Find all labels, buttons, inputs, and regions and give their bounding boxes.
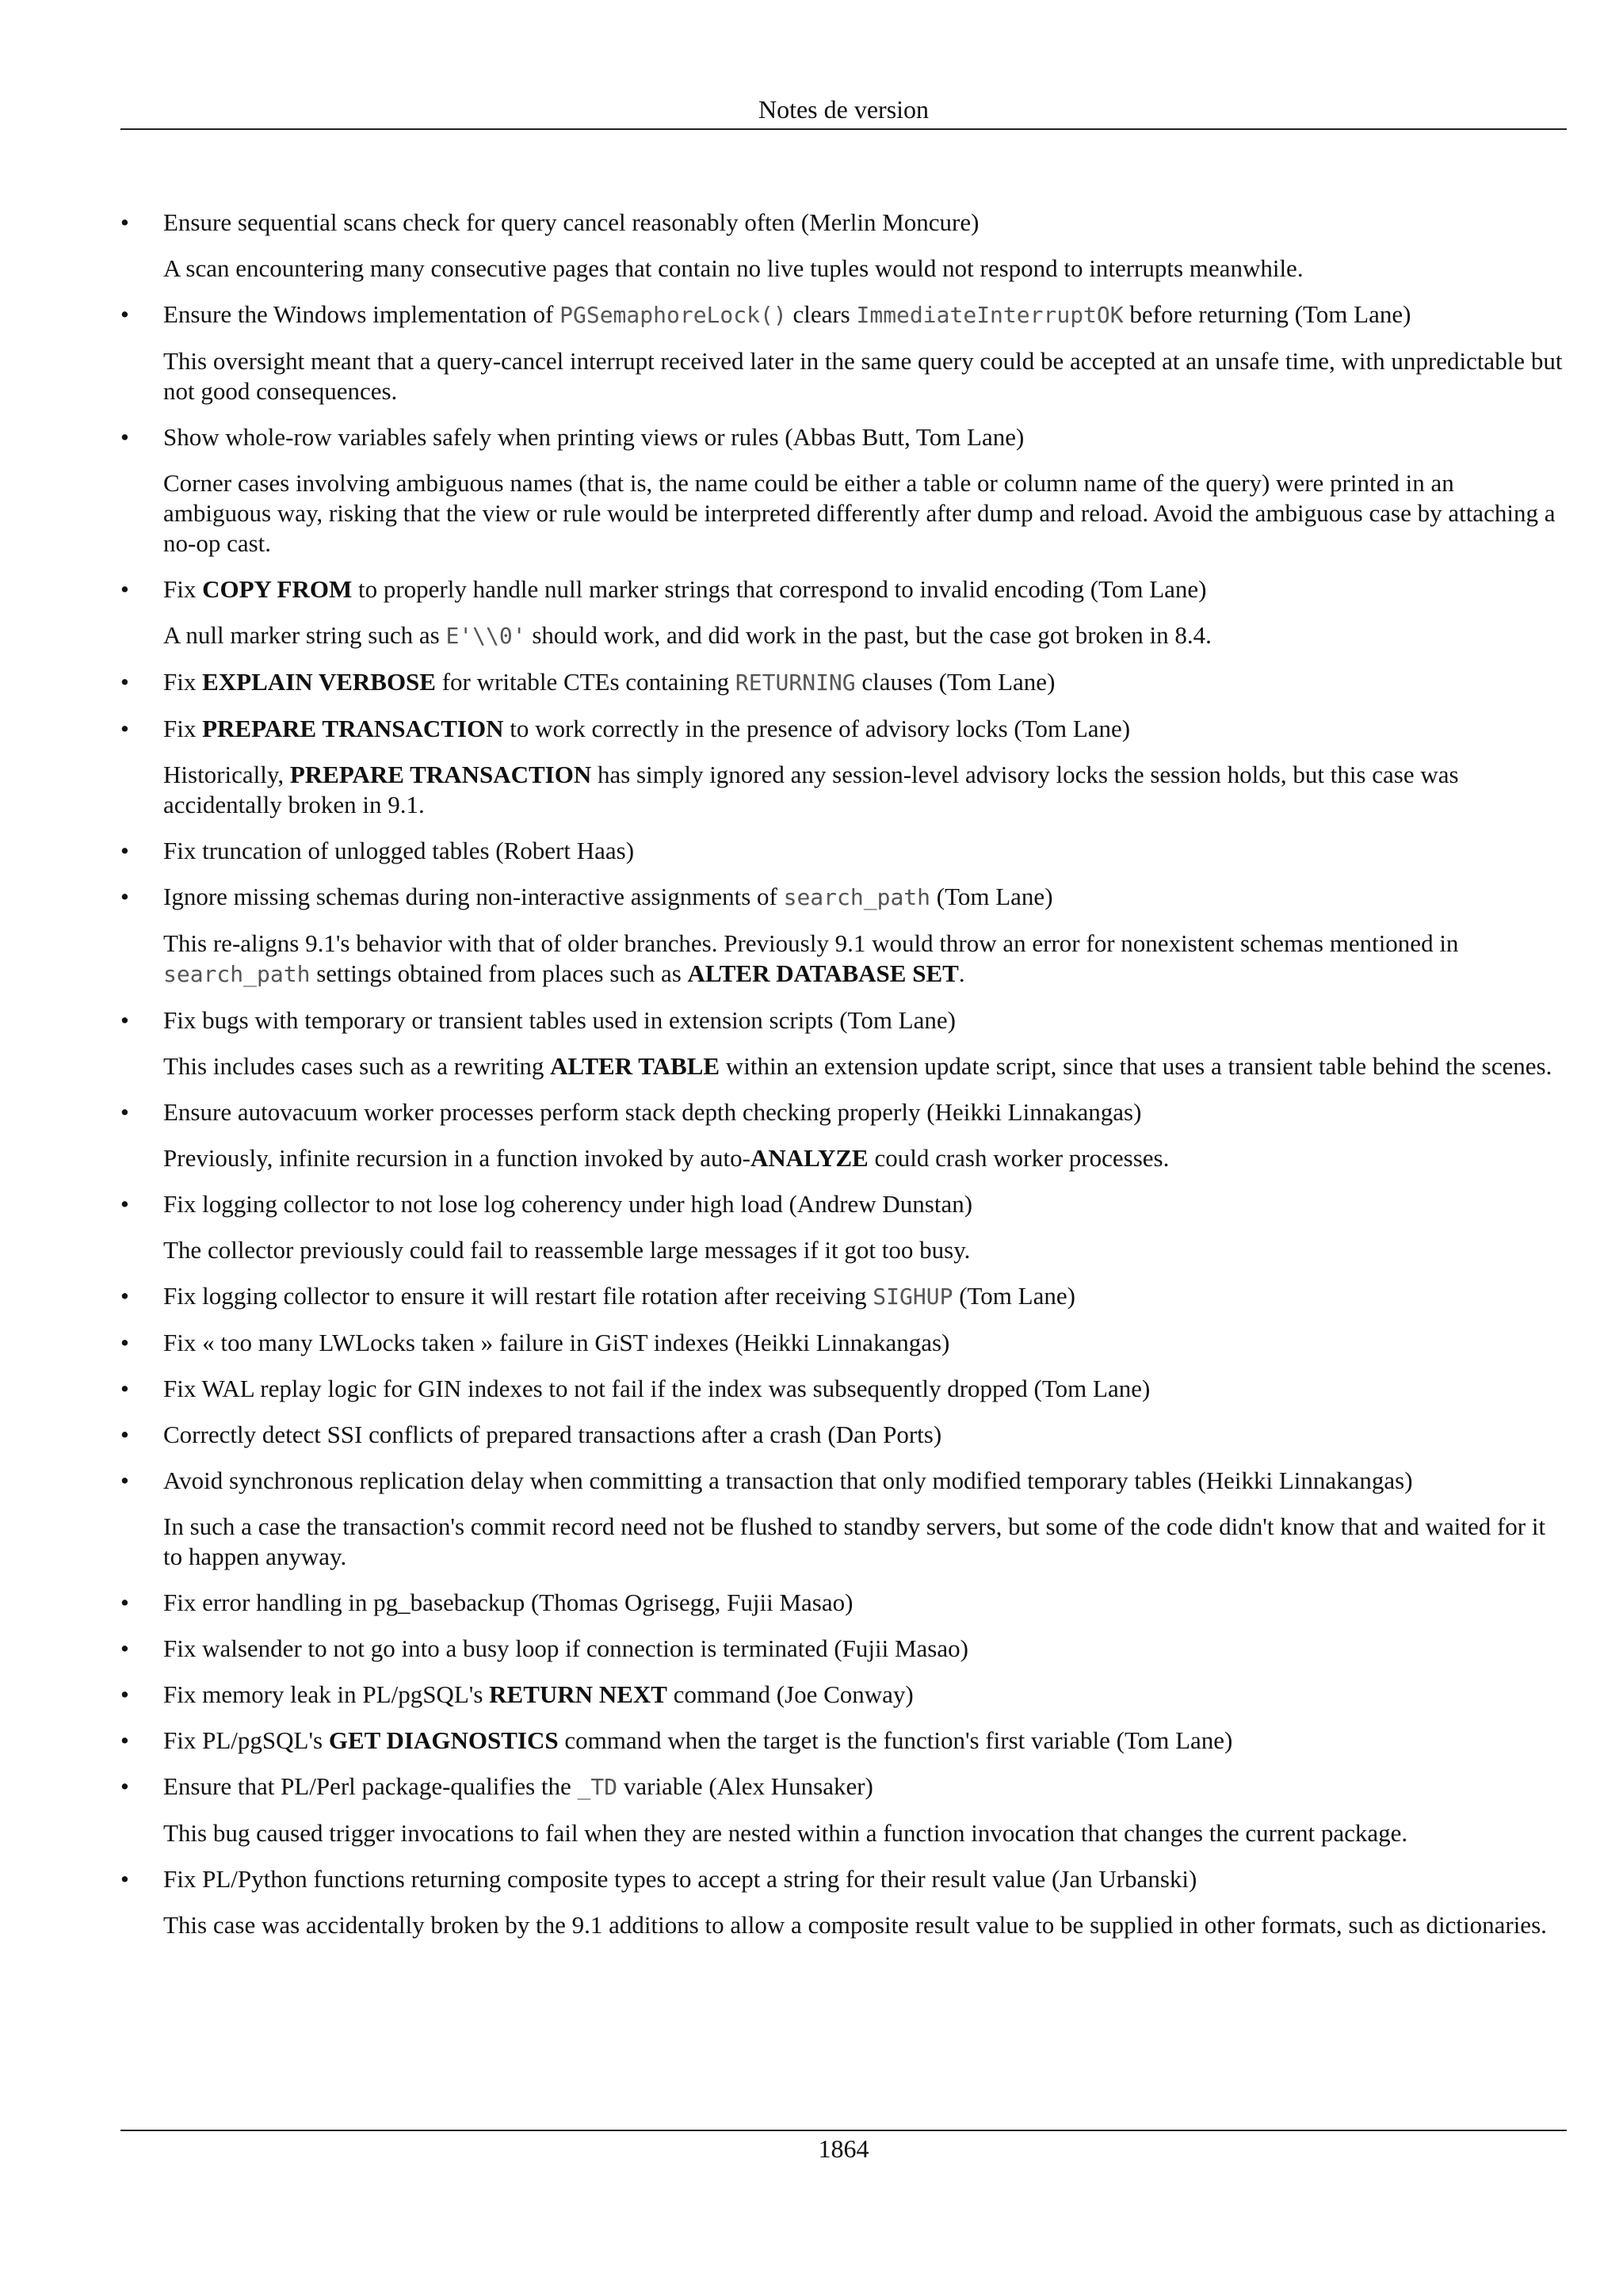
text-run: settings obtained from places such as (310, 959, 688, 987)
list-item (120, 836, 1567, 866)
list-item (120, 1281, 1567, 1312)
text-run: could crash worker processes. (868, 1144, 1170, 1172)
bullet: • (120, 883, 129, 910)
list-item (120, 714, 1567, 820)
text-run: This re-aligns 9.1's behavior with that of older branches. Previously 9.1 would throw an error for nonexistent schemas mentioned in (163, 929, 1459, 957)
item-text (163, 882, 1567, 913)
text-run: Fix PL/Python functions returning composite types to accept a string for their result value (Jan Urbanski) (163, 1865, 1197, 1893)
text-run: should work, and did work in the past, but the case got broken in 8.4. (525, 621, 1212, 649)
text-run: Fix logging collector to ensure it will restart file rotation after receiving (163, 1282, 873, 1310)
text-run: to work correctly in the presence of advisory locks (Tom Lane) (503, 715, 1131, 742)
text-run: Fix logging collector to not lose log coherency under high load (Andrew Dunstan) (163, 1190, 973, 1218)
text-run: Ensure that PL/Perl package-qualifies the (163, 1772, 578, 1800)
bullet: • (120, 1726, 129, 1754)
list-item (120, 1374, 1567, 1404)
text-run: Fix truncation of unlogged tables (Robert Haas) (163, 837, 635, 864)
text-run: Ensure autovacuum worker processes perform stack depth checking properly (Heikki Linnakangas) (163, 1098, 1142, 1126)
text-run: Ensure sequential scans check for query cancel reasonably often (Merlin Moncure) (163, 208, 980, 236)
list-item (120, 1726, 1567, 1756)
bullet: • (120, 300, 129, 328)
bullet: • (120, 1282, 129, 1310)
item-note (163, 929, 1567, 990)
item-text (163, 1772, 1567, 1802)
release-notes-list (120, 208, 1567, 1956)
code-literal: PGSemaphoreLock() (559, 302, 787, 328)
code-literal: RETURNING (735, 669, 856, 696)
bullet: • (120, 1634, 129, 1662)
text-run: Previously, infinite recursion in a function invoked by auto- (163, 1144, 750, 1172)
item-text (163, 1097, 1567, 1127)
list-item (120, 1864, 1567, 1940)
text-run: This oversight meant that a query-cancel interrupt received later in the same query could be accepted at an unsafe time, with unpredictable but not good consequences. (163, 347, 1563, 405)
text-run: Fix error handling in pg_basebackup (Thomas Ogrisegg, Fujii Masao) (163, 1589, 854, 1616)
text-run: for writable CTEs containing (435, 668, 735, 696)
list-item (120, 667, 1567, 698)
item-text (163, 1189, 1567, 1219)
text-run: Correctly detect SSI conflicts of prepared transactions after a crash (Dan Ports) (163, 1421, 942, 1448)
footer-divider (120, 2130, 1567, 2131)
list-item (120, 422, 1567, 559)
bullet: • (120, 1098, 129, 1126)
command-name: COPY FROM (202, 575, 353, 603)
bullet: • (120, 837, 129, 864)
bullet: • (120, 1680, 129, 1708)
bullet: • (120, 208, 129, 236)
list-item (120, 1189, 1567, 1265)
text-run: Show whole-row variables safely when printing views or rules (Abbas Butt, Tom Lane) (163, 423, 1025, 451)
list-item (120, 1588, 1567, 1618)
item-note (163, 1910, 1567, 1940)
item-text (163, 208, 1567, 238)
text-run: Avoid synchronous replication delay when committing a transaction that only modified temporary tables (Heikki Linnakangas) (163, 1466, 1413, 1494)
text-run: Ignore missing schemas during non-interactive assignments of (163, 883, 784, 910)
text-run: Fix (163, 715, 203, 742)
list-item (120, 1420, 1567, 1450)
item-note (163, 1235, 1567, 1265)
list-item (120, 1466, 1567, 1572)
item-text (163, 1328, 1567, 1358)
text-run: Fix memory leak in PL/pgSQL's (163, 1680, 490, 1708)
bullet: • (120, 1006, 129, 1034)
text-run: Fix « too many LWLocks taken » failure in GiST indexes (Heikki Linnakangas) (163, 1329, 950, 1356)
item-text (163, 1588, 1567, 1618)
list-item (120, 1005, 1567, 1081)
item-text (163, 422, 1567, 452)
text-run: to properly handle null marker strings that correspond to invalid encoding (Tom Lane) (352, 575, 1207, 603)
item-note (163, 346, 1567, 406)
item-note (163, 1143, 1567, 1173)
text-run: A null marker string such as (163, 621, 446, 649)
page-number: 1864 (818, 2134, 869, 2163)
text-run: Fix WAL replay logic for GIN indexes to not fail if the index was subsequently dropped (Tom Lane) (163, 1375, 1151, 1402)
list-item (120, 1772, 1567, 1848)
command-name: RETURN NEXT (489, 1680, 667, 1708)
list-item (120, 574, 1567, 651)
item-text (163, 1680, 1567, 1710)
bullet: • (120, 1190, 129, 1218)
text-run: The collector previously could fail to reassemble large messages if it got too busy. (163, 1236, 971, 1264)
command-name: ALTER DATABASE SET (687, 959, 959, 987)
text-run: has simply ignored any session-level advisory locks the session holds, but this case was accidentally broken in 9.1. (163, 761, 1459, 818)
text-run: clears (786, 300, 857, 328)
bullet: • (120, 1329, 129, 1356)
list-item (120, 1634, 1567, 1664)
bullet: • (120, 1466, 129, 1494)
command-name: ANALYZE (750, 1144, 869, 1172)
text-run: command when the target is the function's first variable (Tom Lane) (558, 1726, 1233, 1754)
item-note (163, 760, 1567, 820)
page-header-title: Notes de version (758, 95, 930, 124)
bullet: • (120, 1865, 129, 1893)
item-note (163, 1051, 1567, 1081)
command-name: EXPLAIN VERBOSE (202, 668, 436, 696)
code-literal: _TD (577, 1774, 618, 1800)
list-item (120, 882, 1567, 990)
text-run: Corner cases involving ambiguous names (that is, the name could be either a table or column name of the query) were printed in an ambiguous way, risking that the view or rule would be interpreted differently after dump and reload. Avoid the ambiguous case by attaching a no-op cast. (163, 469, 1556, 557)
text-run: This bug caused trigger invocations to fail when they are nested within a function invocation that changes the current package. (163, 1819, 1408, 1847)
item-note (163, 1512, 1567, 1572)
text-run: (Tom Lane) (930, 883, 1053, 910)
item-text (163, 836, 1567, 866)
list-item (120, 1680, 1567, 1710)
code-literal: search_path (163, 961, 311, 987)
bullet: • (120, 1421, 129, 1448)
header-divider (120, 128, 1567, 130)
item-text (163, 1634, 1567, 1664)
text-run: Fix (163, 575, 203, 603)
bullet: • (120, 1589, 129, 1616)
text-run: variable (Alex Hunsaker) (617, 1772, 873, 1800)
text-run: Fix (163, 668, 203, 696)
text-run: before returning (Tom Lane) (1123, 300, 1411, 328)
item-text (163, 1281, 1567, 1312)
item-text (163, 1726, 1567, 1756)
code-literal: ImmediateInterruptOK (856, 302, 1124, 328)
bullet: • (120, 715, 129, 742)
command-name: GET DIAGNOSTICS (328, 1726, 559, 1754)
code-literal: search_path (783, 884, 931, 910)
item-text (163, 574, 1567, 605)
bullet: • (120, 1375, 129, 1402)
command-name: ALTER TABLE (550, 1052, 720, 1080)
item-text (163, 299, 1567, 330)
bullet: • (120, 668, 129, 696)
item-text (163, 667, 1567, 698)
text-run: clauses (Tom Lane) (855, 668, 1056, 696)
item-text (163, 1420, 1567, 1450)
text-run: command (Joe Conway) (666, 1680, 914, 1708)
text-run: This includes cases such as a rewriting (163, 1052, 551, 1080)
item-text (163, 1864, 1567, 1894)
text-run: within an extension update script, since that uses a transient table behind the scenes. (720, 1052, 1552, 1080)
item-text (163, 1005, 1567, 1035)
item-note (163, 468, 1567, 559)
item-text (163, 1374, 1567, 1404)
text-run: A scan encountering many consecutive pages that contain no live tuples would not respond to interrupts meanwhile. (163, 254, 1304, 282)
item-note (163, 620, 1567, 651)
text-run: Fix walsender to not go into a busy loop if connection is terminated (Fujii Masao) (163, 1634, 968, 1662)
list-item (120, 299, 1567, 406)
text-run: Ensure the Windows implementation of (163, 300, 560, 328)
text-run: This case was accidentally broken by the 9.1 additions to allow a composite result value to be supplied in other formats, such as dictionaries. (163, 1911, 1547, 1939)
text-run: Historically, (163, 761, 290, 788)
code-literal: SIGHUP (873, 1283, 953, 1310)
item-text (163, 714, 1567, 744)
list-item (120, 1328, 1567, 1358)
item-note (163, 254, 1567, 284)
command-name: PREPARE TRANSACTION (202, 715, 504, 742)
bullet: • (120, 1772, 129, 1800)
item-text (163, 1466, 1567, 1496)
code-literal: E'\\0' (445, 623, 526, 649)
text-run: Fix PL/pgSQL's (163, 1726, 329, 1754)
bullet: • (120, 423, 129, 451)
list-item (120, 208, 1567, 284)
text-run: (Tom Lane) (953, 1282, 1075, 1310)
text-run: Fix bugs with temporary or transient tables used in extension scripts (Tom Lane) (163, 1006, 956, 1034)
text-run: In such a case the transaction's commit record need not be flushed to standby servers, but some of the code didn't know that and waited for it to happen anyway. (163, 1512, 1546, 1570)
item-note (163, 1818, 1567, 1848)
command-name: PREPARE TRANSACTION (289, 761, 592, 788)
list-item (120, 1097, 1567, 1173)
bullet: • (120, 575, 129, 603)
text-run: . (958, 959, 965, 987)
